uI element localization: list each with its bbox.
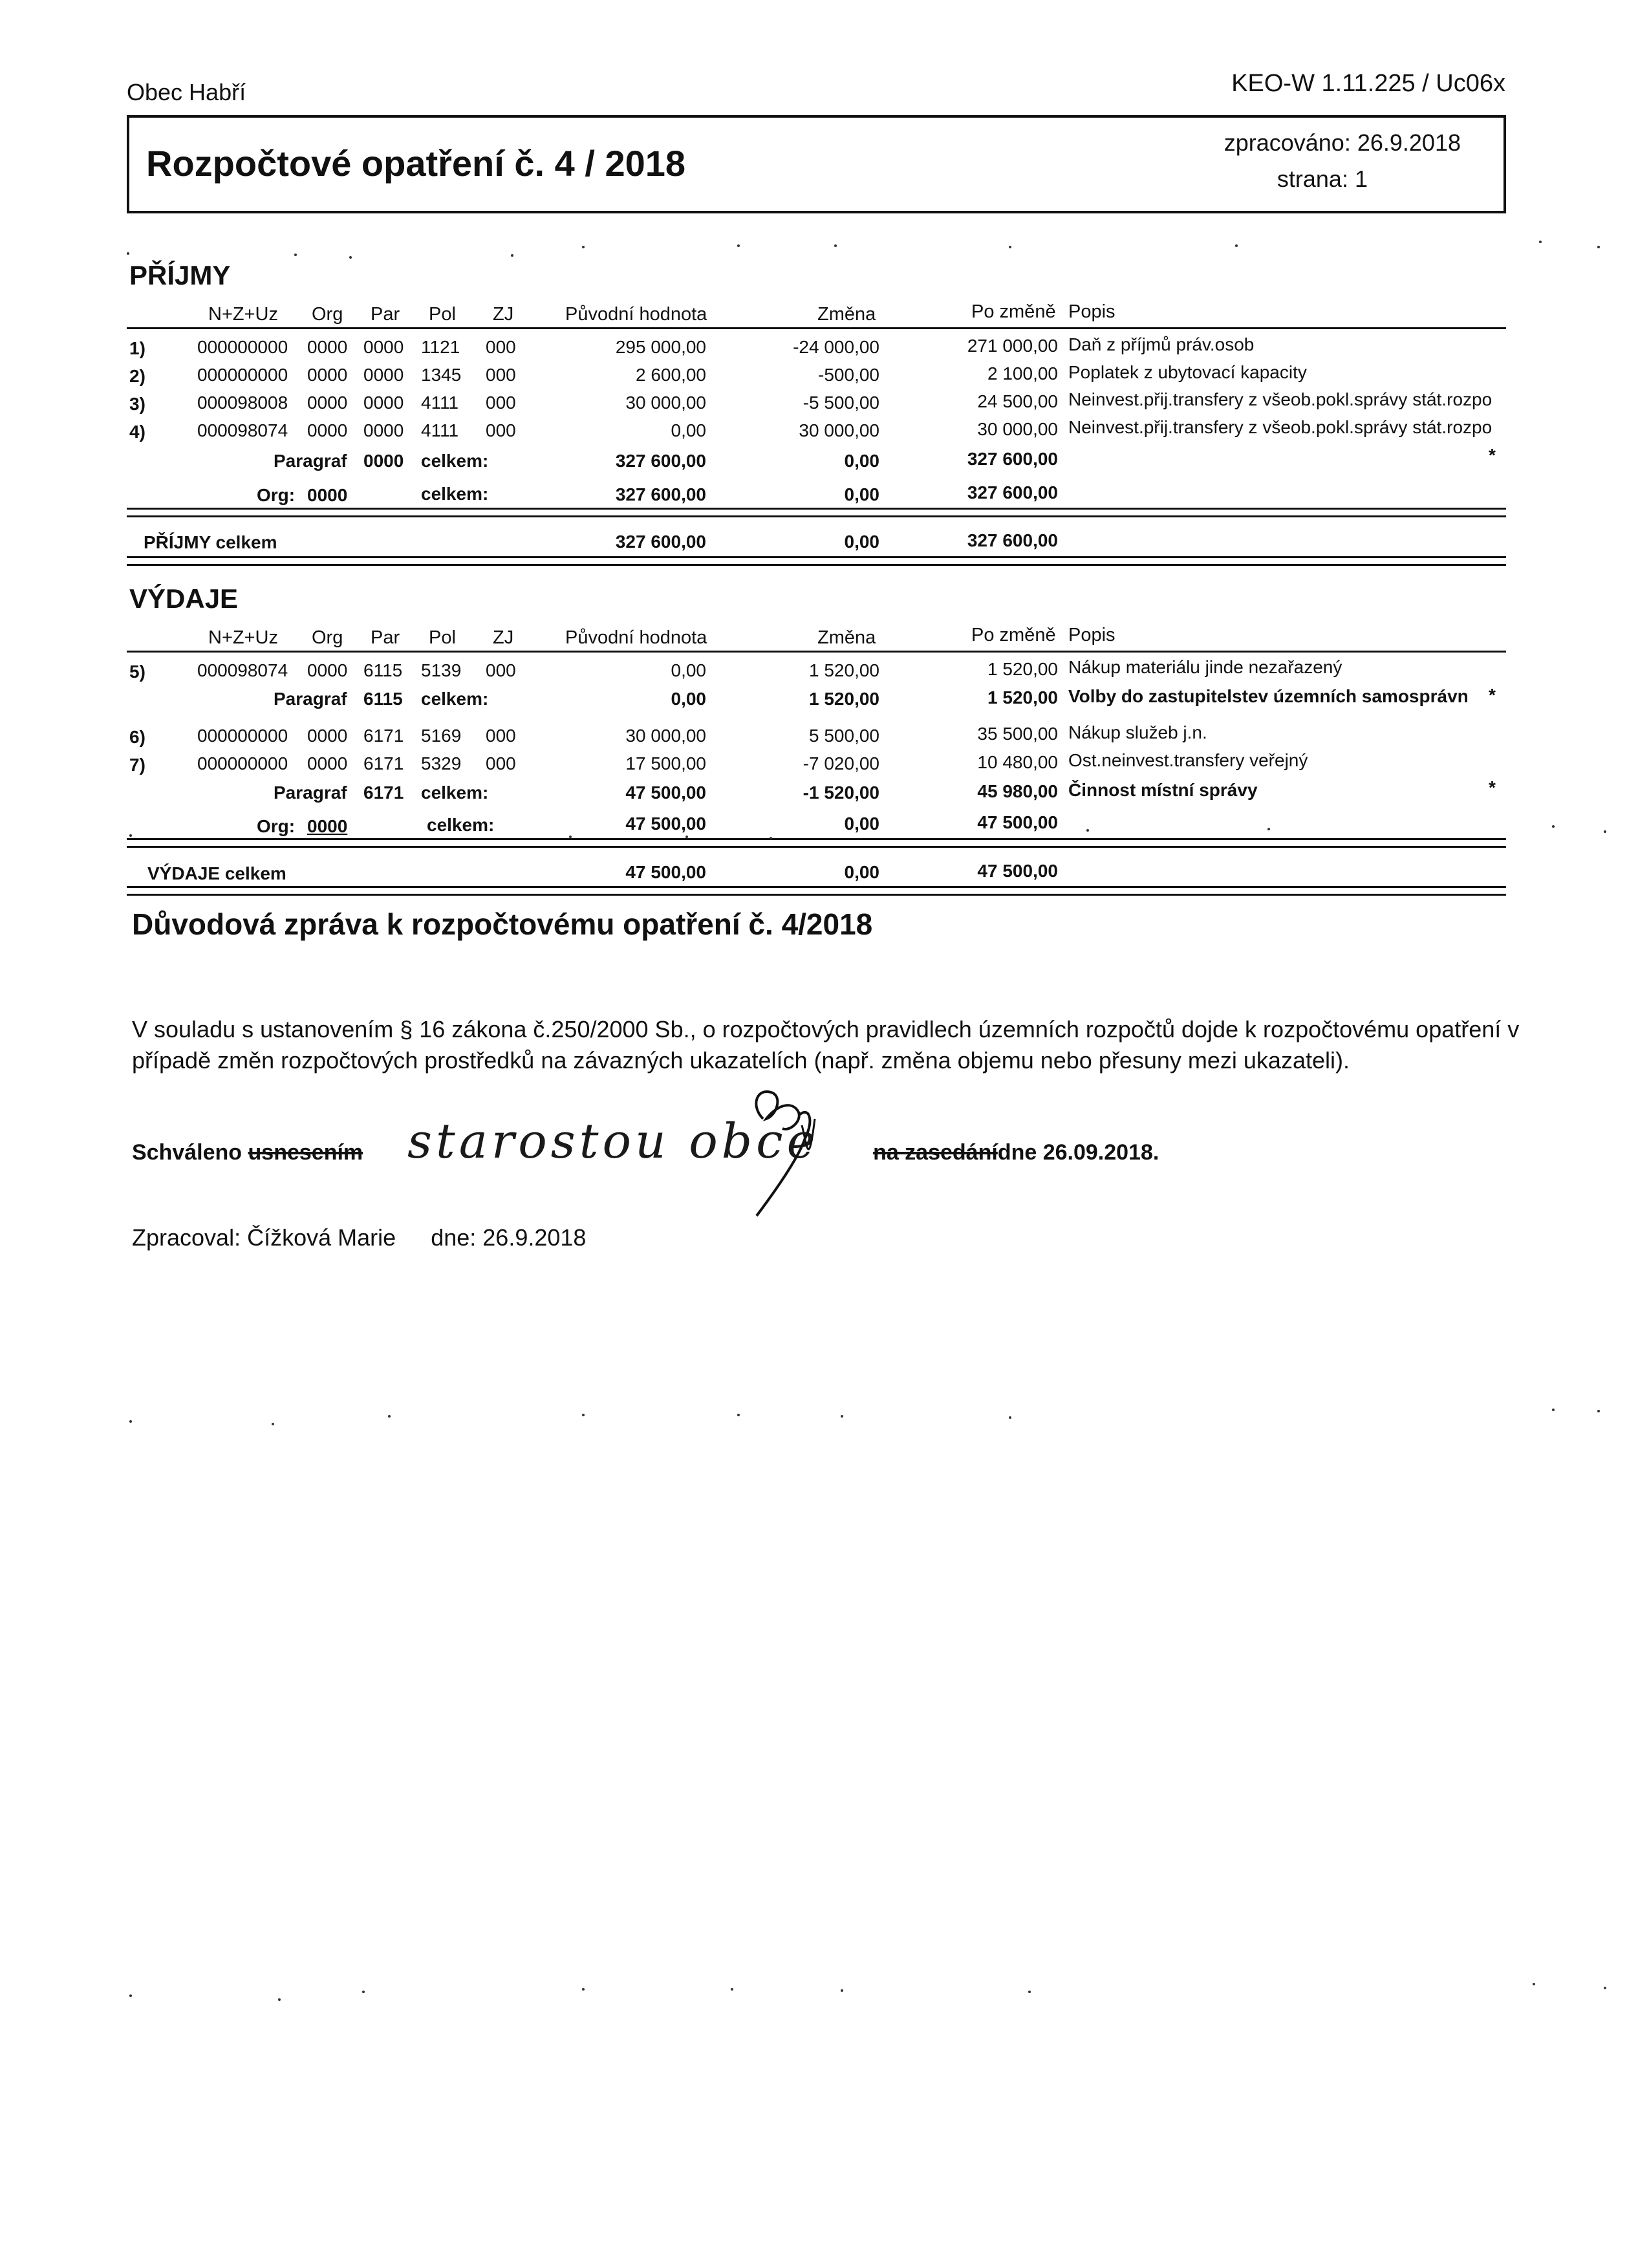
col-orig: Původní hodnota bbox=[565, 627, 707, 648]
struck-word-usnesenim: usnesením bbox=[248, 1140, 363, 1165]
cell-change: 30 000,00 bbox=[799, 420, 879, 440]
col-par: Par bbox=[371, 627, 400, 648]
org-code: 0000 bbox=[307, 485, 348, 505]
cell-desc: Nákup služeb j.n. bbox=[1068, 722, 1207, 742]
cell-par: 0000 bbox=[363, 365, 404, 385]
cell-nzuz: 000000000 bbox=[197, 365, 288, 385]
struck-word-na-zasedani: na zasedání bbox=[873, 1140, 998, 1165]
cell-org: 0000 bbox=[307, 660, 348, 680]
cell-orig: 17 500,00 bbox=[625, 753, 706, 773]
total-rule bbox=[127, 886, 1506, 888]
col-change: Změna bbox=[817, 627, 876, 648]
approved-label: Schváleno bbox=[132, 1140, 242, 1165]
cell-change: 0,00 bbox=[844, 451, 879, 471]
cell-change: -500,00 bbox=[818, 365, 879, 385]
org-rule bbox=[127, 838, 1506, 840]
marker-star: * bbox=[1489, 685, 1496, 705]
cell-zj: 000 bbox=[486, 337, 516, 357]
cell-desc: Volby do zastupitelstev územních samosprávn bbox=[1068, 686, 1469, 706]
col-pol: Pol bbox=[429, 304, 456, 325]
section-title-prijmy: PŘÍJMY bbox=[129, 260, 231, 290]
cell-desc: Poplatek z ubytovací kapacity bbox=[1068, 362, 1307, 382]
title-box bbox=[127, 115, 1506, 213]
total-rule-double bbox=[127, 564, 1506, 566]
document-title: Rozpočtové opatření č. 4 / 2018 bbox=[146, 143, 686, 184]
total-label: PŘÍJMY celkem bbox=[144, 532, 277, 552]
col-pol: Pol bbox=[429, 627, 456, 648]
cell-desc: Ost.neinvest.transfery veřejný bbox=[1068, 750, 1308, 770]
col-after: Po změně bbox=[971, 301, 1056, 322]
cell-pol: 5139 bbox=[421, 660, 462, 680]
approved-date: dne 26.09.2018. bbox=[997, 1140, 1159, 1165]
cell-after: 24 500,00 bbox=[977, 391, 1058, 411]
cell-par: 6115 bbox=[363, 660, 403, 680]
cell-after: 35 500,00 bbox=[977, 724, 1058, 744]
page-value: 1 bbox=[1354, 166, 1368, 192]
cell-after: 47 500,00 bbox=[977, 861, 1058, 881]
col-after: Po změně bbox=[971, 625, 1056, 645]
col-org: Org bbox=[312, 304, 343, 325]
cell-change: -24 000,00 bbox=[793, 337, 879, 357]
row-number: 6) bbox=[129, 727, 146, 747]
cell-org: 0000 bbox=[307, 753, 348, 773]
col-par: Par bbox=[371, 304, 400, 325]
cell-after: 327 600,00 bbox=[967, 530, 1058, 550]
cell-pol: 1345 bbox=[421, 365, 462, 385]
cell-change: 0,00 bbox=[844, 814, 879, 834]
col-nzuz: N+Z+Uz bbox=[208, 304, 278, 325]
cell-par: 0000 bbox=[363, 337, 404, 357]
org-rule bbox=[127, 508, 1506, 510]
cell-org: 0000 bbox=[307, 337, 348, 357]
total-label: VÝDAJE celkem bbox=[147, 863, 286, 883]
paragraf-code: 0000 bbox=[363, 451, 404, 471]
cell-zj: 000 bbox=[486, 660, 516, 680]
cell-orig: 0,00 bbox=[671, 420, 706, 440]
cell-desc: Neinvest.přij.transfery z všeob.pokl.správy stát.rozpo bbox=[1068, 417, 1493, 437]
cell-change: 0,00 bbox=[844, 532, 879, 552]
org-label: Org: bbox=[257, 816, 296, 836]
cell-after: 1 520,00 bbox=[987, 659, 1058, 679]
org-code: 0000 bbox=[307, 816, 348, 836]
cell-nzuz: 000000000 bbox=[197, 337, 288, 357]
cell-change: 1 520,00 bbox=[809, 660, 879, 680]
cell-orig: 0,00 bbox=[671, 660, 706, 680]
cell-par: 0000 bbox=[363, 420, 404, 440]
col-desc: Popis bbox=[1068, 625, 1116, 645]
paragraf-code: 6171 bbox=[363, 783, 404, 803]
total-rule-double bbox=[127, 894, 1506, 896]
cell-nzuz: 000000000 bbox=[197, 726, 288, 746]
cell-after: 45 980,00 bbox=[977, 781, 1058, 801]
cell-pol: 1121 bbox=[421, 337, 460, 357]
cell-desc: Nákup materiálu jinde nezařazený bbox=[1068, 657, 1342, 677]
cell-change: -5 500,00 bbox=[803, 393, 879, 413]
cell-org: 0000 bbox=[307, 393, 348, 413]
org-label: Org: bbox=[257, 485, 296, 505]
reason-title: Důvodová zpráva k rozpočtovému opatření č. 4/2018 bbox=[132, 907, 873, 941]
cell-change: 5 500,00 bbox=[809, 726, 879, 746]
cell-change: 1 520,00 bbox=[809, 689, 879, 709]
paragraf-label: Paragraf bbox=[274, 451, 347, 471]
cell-orig: 327 600,00 bbox=[615, 532, 706, 552]
cell-change: -1 520,00 bbox=[803, 783, 879, 803]
cell-after: 2 100,00 bbox=[987, 363, 1058, 383]
cell-nzuz: 000000000 bbox=[197, 753, 288, 773]
cell-after: 10 480,00 bbox=[977, 752, 1058, 772]
page-number bbox=[1277, 166, 1368, 193]
cell-pol: 5169 bbox=[421, 726, 462, 746]
cell-zj: 000 bbox=[486, 726, 516, 746]
row-number: 7) bbox=[129, 755, 146, 775]
cell-par: 0000 bbox=[363, 393, 404, 413]
cell-desc: Daň z příjmů práv.osob bbox=[1068, 334, 1255, 354]
page-label: strana: bbox=[1277, 166, 1348, 192]
cell-orig: 0,00 bbox=[671, 689, 706, 709]
col-orig: Původní hodnota bbox=[565, 304, 707, 325]
cell-org: 0000 bbox=[307, 726, 348, 746]
header-rule bbox=[127, 327, 1506, 329]
cell-nzuz: 000098074 bbox=[197, 420, 288, 440]
cell-orig: 30 000,00 bbox=[625, 726, 706, 746]
cell-nzuz: 000098074 bbox=[197, 660, 288, 680]
col-zj: ZJ bbox=[493, 627, 514, 648]
cell-pol: 4111 bbox=[421, 420, 459, 440]
row-number: 3) bbox=[129, 394, 146, 414]
cell-after: 1 520,00 bbox=[987, 687, 1058, 707]
col-change: Změna bbox=[817, 304, 876, 325]
org-celkem: celkem: bbox=[421, 484, 489, 504]
org-celkem: celkem: bbox=[427, 815, 495, 835]
cell-par: 6171 bbox=[363, 753, 404, 773]
cell-orig: 2 600,00 bbox=[636, 365, 706, 385]
cell-after: 47 500,00 bbox=[977, 812, 1058, 832]
cell-pol: 5329 bbox=[421, 753, 462, 773]
processed-by-date-label: dne: bbox=[431, 1224, 477, 1251]
cell-orig: 47 500,00 bbox=[625, 783, 706, 803]
cell-zj: 000 bbox=[486, 393, 516, 413]
org-rule-double bbox=[127, 846, 1506, 848]
col-org: Org bbox=[312, 627, 343, 648]
cell-orig: 47 500,00 bbox=[625, 862, 706, 882]
paragraf-label: Paragraf bbox=[274, 689, 347, 709]
row-number: 5) bbox=[129, 662, 146, 682]
cell-org: 0000 bbox=[307, 365, 348, 385]
cell-after: 327 600,00 bbox=[967, 449, 1058, 469]
cell-orig: 47 500,00 bbox=[625, 814, 706, 834]
cell-change: 0,00 bbox=[844, 484, 879, 504]
cell-after: 327 600,00 bbox=[967, 482, 1058, 502]
cell-orig: 327 600,00 bbox=[615, 451, 706, 471]
processed-label: zpracováno: bbox=[1223, 129, 1351, 156]
org-rule-double bbox=[127, 515, 1506, 517]
paragraf-celkem: celkem: bbox=[421, 689, 489, 709]
row-number: 2) bbox=[129, 366, 146, 386]
reason-text: V souladu s ustanovením § 16 zákona č.250/2000 Sb., o rozpočtových pravidlech územních rozpočtů dojde k rozpočtovému opatření v případě změn rozpočtových prostředků na závazných ukazatelích (např. změna objemu nebo přesuny mezi ukazateli). bbox=[132, 1016, 1520, 1074]
cell-change: -7 020,00 bbox=[803, 753, 879, 773]
cell-zj: 000 bbox=[486, 753, 516, 773]
marker-star: * bbox=[1489, 777, 1496, 797]
cell-desc: Neinvest.přij.transfery z všeob.pokl.správy stát.rozpo bbox=[1068, 389, 1493, 409]
cell-par: 6171 bbox=[363, 726, 404, 746]
col-desc: Popis bbox=[1068, 301, 1116, 322]
cell-nzuz: 000098008 bbox=[197, 393, 288, 413]
paragraf-code: 6115 bbox=[363, 689, 403, 709]
cell-after: 271 000,00 bbox=[967, 336, 1058, 356]
marker-star: * bbox=[1489, 445, 1496, 465]
cell-after: 30 000,00 bbox=[977, 419, 1058, 439]
cell-orig: 295 000,00 bbox=[615, 337, 706, 357]
organization-name: Obec Habří bbox=[127, 79, 246, 105]
cell-zj: 000 bbox=[486, 365, 516, 385]
row-number: 1) bbox=[129, 338, 146, 358]
paragraf-label: Paragraf bbox=[274, 783, 347, 803]
col-zj: ZJ bbox=[493, 304, 514, 325]
cell-change: 0,00 bbox=[844, 862, 879, 882]
processed-by-label: Zpracoval: bbox=[132, 1224, 241, 1251]
cell-orig: 30 000,00 bbox=[625, 393, 706, 413]
processed-by-date: 26.9.2018 bbox=[482, 1224, 587, 1251]
cell-pol: 4111 bbox=[421, 393, 459, 413]
processed-date bbox=[1224, 129, 1461, 157]
total-rule bbox=[127, 556, 1506, 558]
cell-zj: 000 bbox=[486, 420, 516, 440]
cell-org: 0000 bbox=[307, 420, 348, 440]
signature-icon bbox=[737, 1080, 828, 1222]
processed-by-line bbox=[132, 1224, 586, 1251]
cell-orig: 327 600,00 bbox=[615, 484, 706, 504]
processed-value: 26.9.2018 bbox=[1357, 129, 1461, 156]
processed-by-name: Čížková Marie bbox=[247, 1224, 396, 1251]
system-code: KEO-W 1.11.225 / Uc06x bbox=[1231, 70, 1505, 97]
cell-desc: Činnost místní správy bbox=[1068, 780, 1258, 800]
paragraf-celkem: celkem: bbox=[421, 783, 489, 803]
row-number: 4) bbox=[129, 422, 146, 442]
header-rule bbox=[127, 651, 1506, 653]
col-nzuz: N+Z+Uz bbox=[208, 627, 278, 648]
paragraf-celkem: celkem: bbox=[421, 451, 489, 471]
section-title-vydaje: VÝDAJE bbox=[129, 583, 239, 614]
handwritten-note: starostou obce bbox=[407, 1114, 819, 1169]
